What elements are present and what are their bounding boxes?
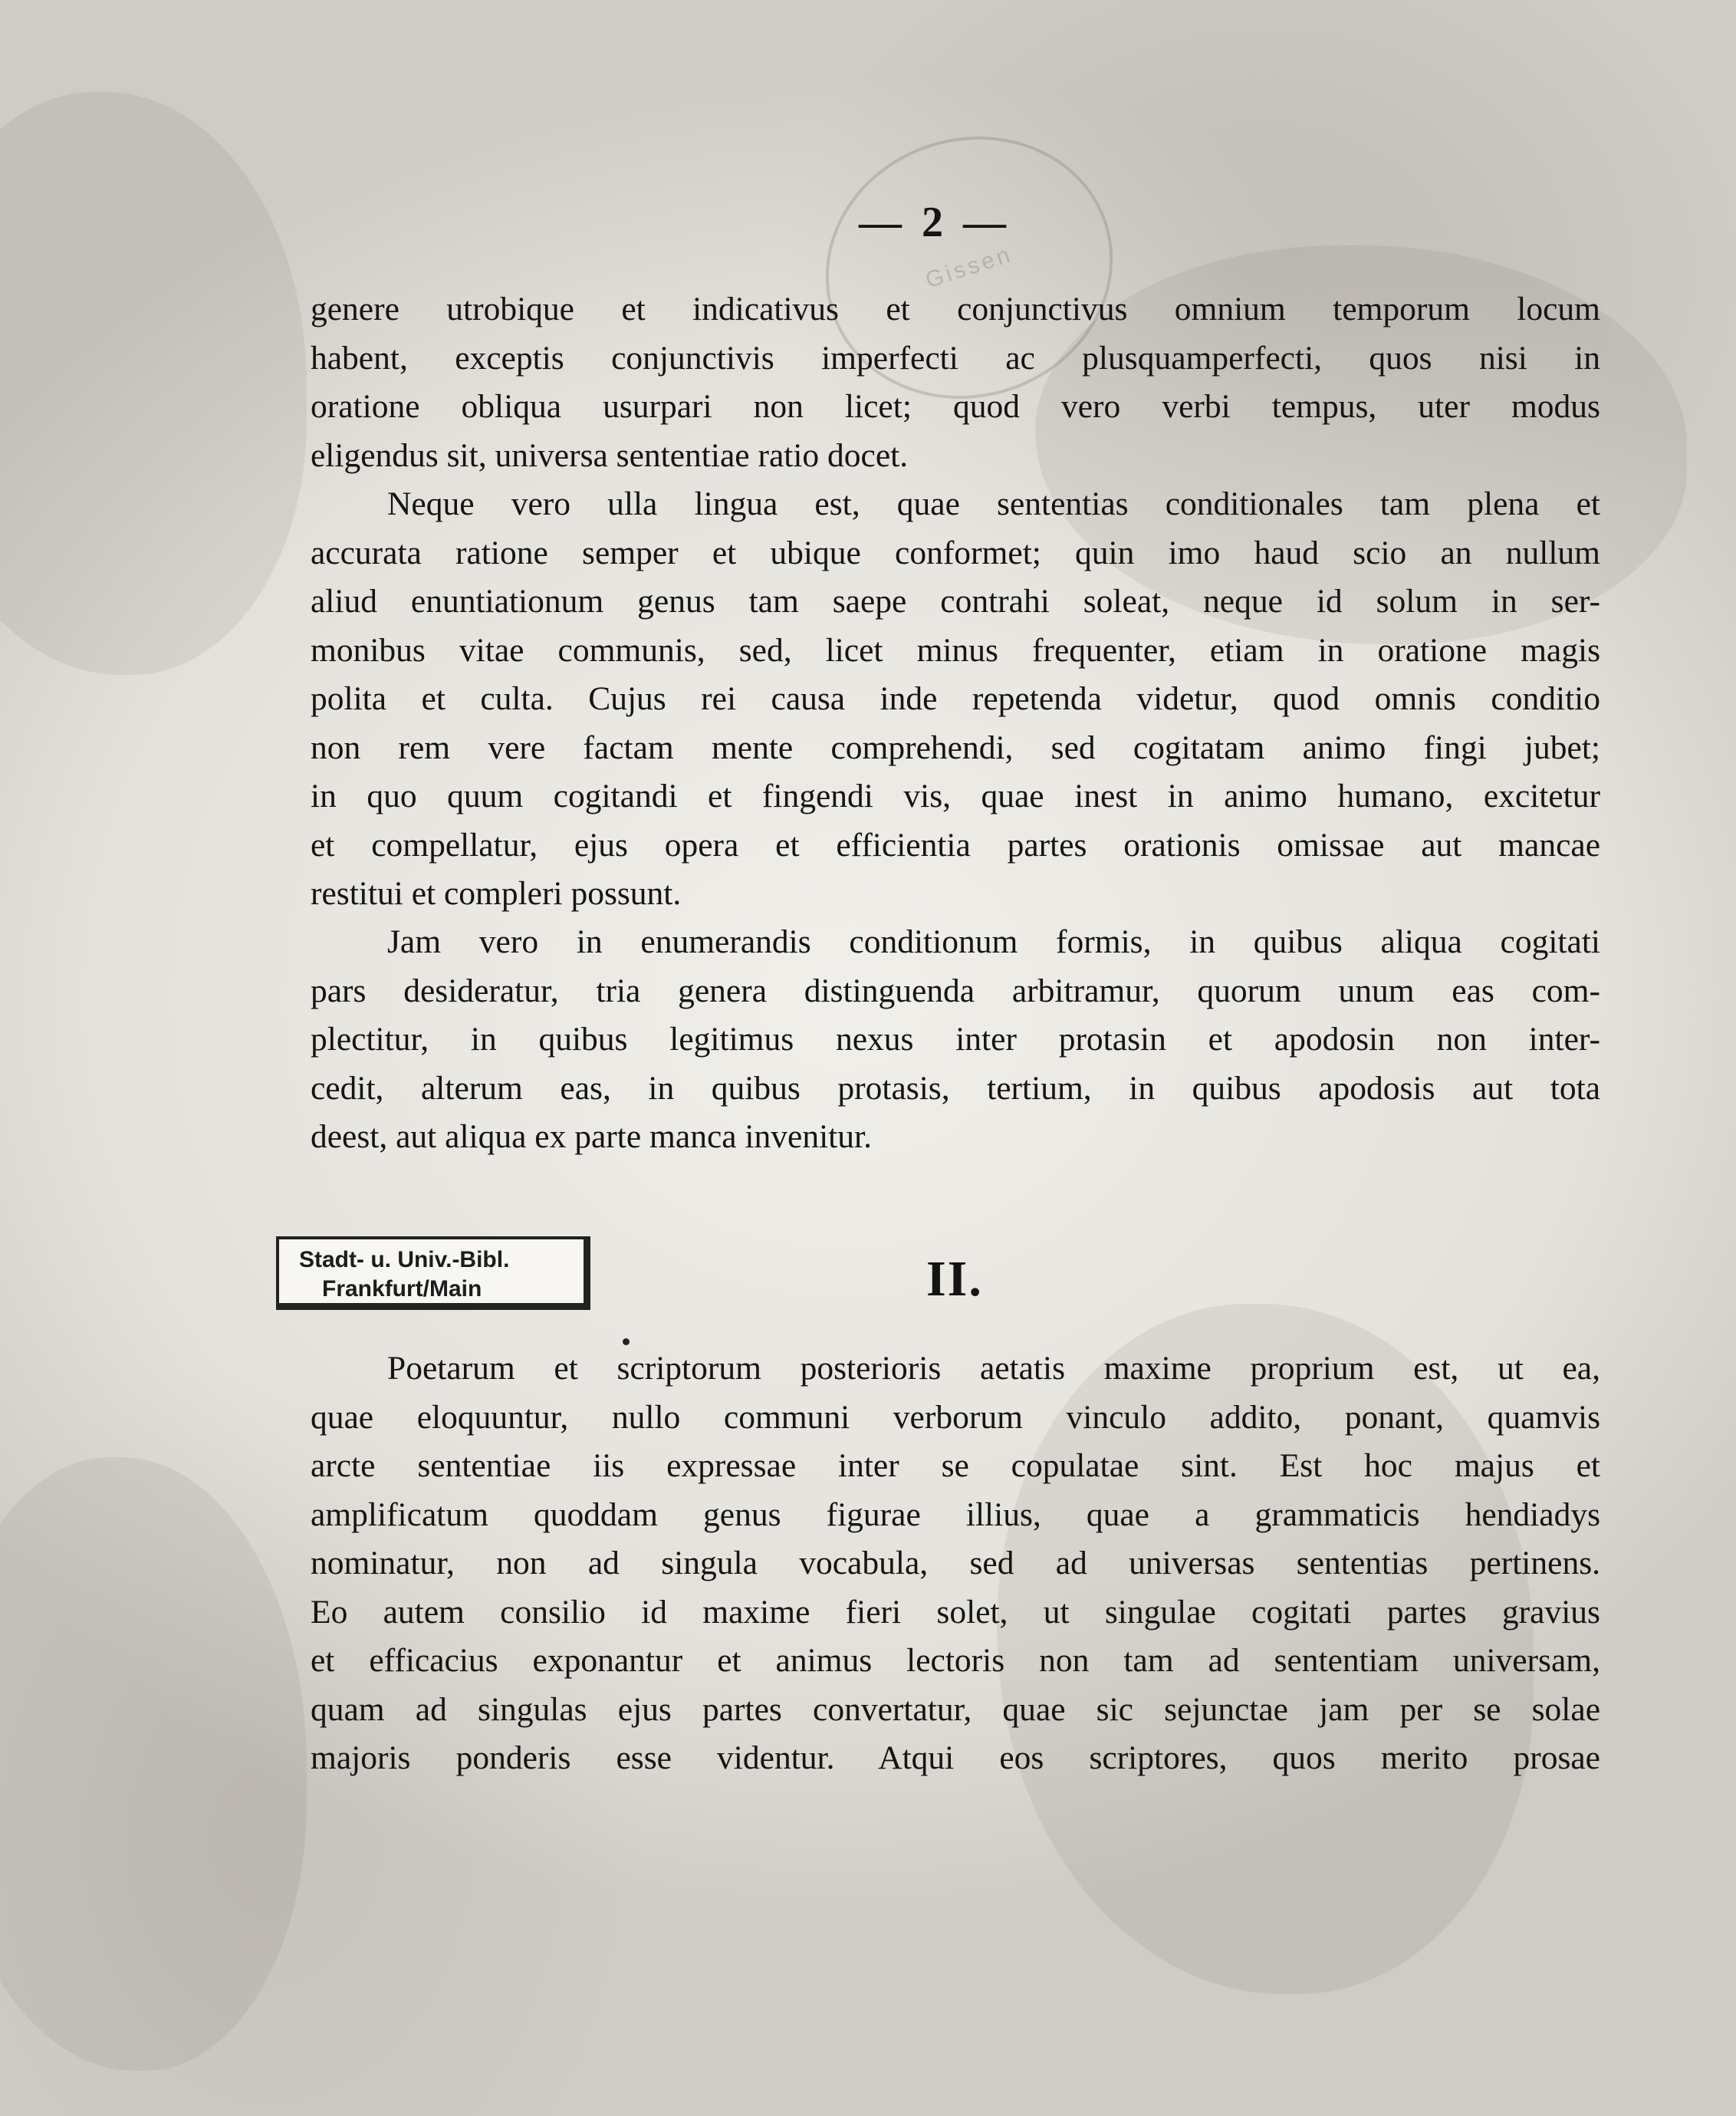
text-line: quae eloquuntur, nullo communi verborum vinculo addito, ponant, quamvis [311, 1398, 1600, 1436]
stamp-line: Stadt- u. Univ.-Bibl. [299, 1247, 510, 1272]
text-line: monibus vitae communis, sed, licet minus frequenter, etiam in oratione magis [311, 631, 1600, 669]
paragraph-4 [311, 1344, 1600, 1783]
section-heading: II. [926, 1251, 983, 1307]
text-line: pars desideratur, tria genera distinguenda arbitramur, quorum unum eas com- [311, 972, 1600, 1009]
text-line: oratione obliqua usurpari non licet; quod vero verbi tempus, uter modus [311, 388, 1600, 425]
paragraph-2 [311, 480, 1600, 919]
text-line: Eo autem consilio id maxime fieri solet, ut singulae cogitati partes gravius [311, 1593, 1600, 1631]
paragraph-1 [311, 285, 1600, 480]
text-line: cedit, alterum eas, in quibus protasis, tertium, in quibus apodosis aut tota [311, 1069, 1600, 1107]
text-line: et compellatur, ejus opera et efficientia partes orationis omissae aut mancae [311, 826, 1600, 864]
text-line: in quo quum cogitandi et fingendi vis, quae inest in animo humano, excitetur [311, 778, 1600, 814]
stamp-line: Frankfurt/Main [322, 1276, 482, 1302]
water-stain [0, 92, 307, 675]
faint-library-stamp: Gissen [791, 100, 1147, 436]
text-line: restitui et compleri possunt. [311, 875, 682, 912]
text-line: Jam vero in enumerandis conditionum formis, in quibus aliqua cogitati [387, 923, 1600, 960]
text-line: plectitur, in quibus legitimus nexus inter protasin et apodosin non inter- [311, 1021, 1600, 1058]
text-line: et efficacius exponantur et animus lectoris non tam ad sententiam universam, [311, 1642, 1600, 1679]
text-line: genere utrobique et indicativus et conjunctivus omnium temporum locum [311, 291, 1600, 327]
library-ownership-stamp [276, 1236, 590, 1310]
text-line: accurata ratione semper et ubique conformet; quin imo haud scio an nullum [311, 534, 1600, 571]
text-line: deest, aut aliqua ex parte manca invenitur. [311, 1118, 872, 1155]
text-line: polita et culta. Cujus rei causa inde repetenda videtur, quod omnis conditio [311, 680, 1600, 717]
text-line: quam ad singulas ejus partes convertatur, quae sic sejunctae jam per se solae [311, 1690, 1600, 1728]
text-line: amplificatum quoddam genus figurae illius, quae a grammaticis hendiadys [311, 1496, 1600, 1533]
paragraph-3 [311, 918, 1600, 1162]
text-line: habent, exceptis conjunctivis imperfecti ac plusquamperfecti, quos nisi in [311, 339, 1600, 377]
text-line: eligendus sit, universa sententiae ratio docet. [311, 436, 909, 474]
text-line: non rem vere factam mente comprehendi, sed cogitatam animo fingi jubet; [311, 729, 1600, 766]
text-line: Poetarum et scriptorum posterioris aetatis maxime proprium est, ut ea, [387, 1350, 1600, 1387]
text-line: nominatur, non ad singula vocabula, sed ad universas sententias pertinens. [311, 1545, 1600, 1581]
text-line: Neque vero ulla lingua est, quae sententias conditionales tam plena et [387, 485, 1600, 522]
text-line: arcte sententiae iis expressae inter se copulatae sint. Est hoc majus et [311, 1447, 1600, 1484]
page-number: — 2 — [859, 199, 1011, 246]
text-line: majoris ponderis esse videntur. Atqui eos scriptores, quos merito prosae [311, 1739, 1600, 1776]
water-stain [0, 1457, 307, 2071]
text-line: aliud enuntiationum genus tam saepe contrahi soleat, neque id solum in ser- [311, 583, 1600, 620]
